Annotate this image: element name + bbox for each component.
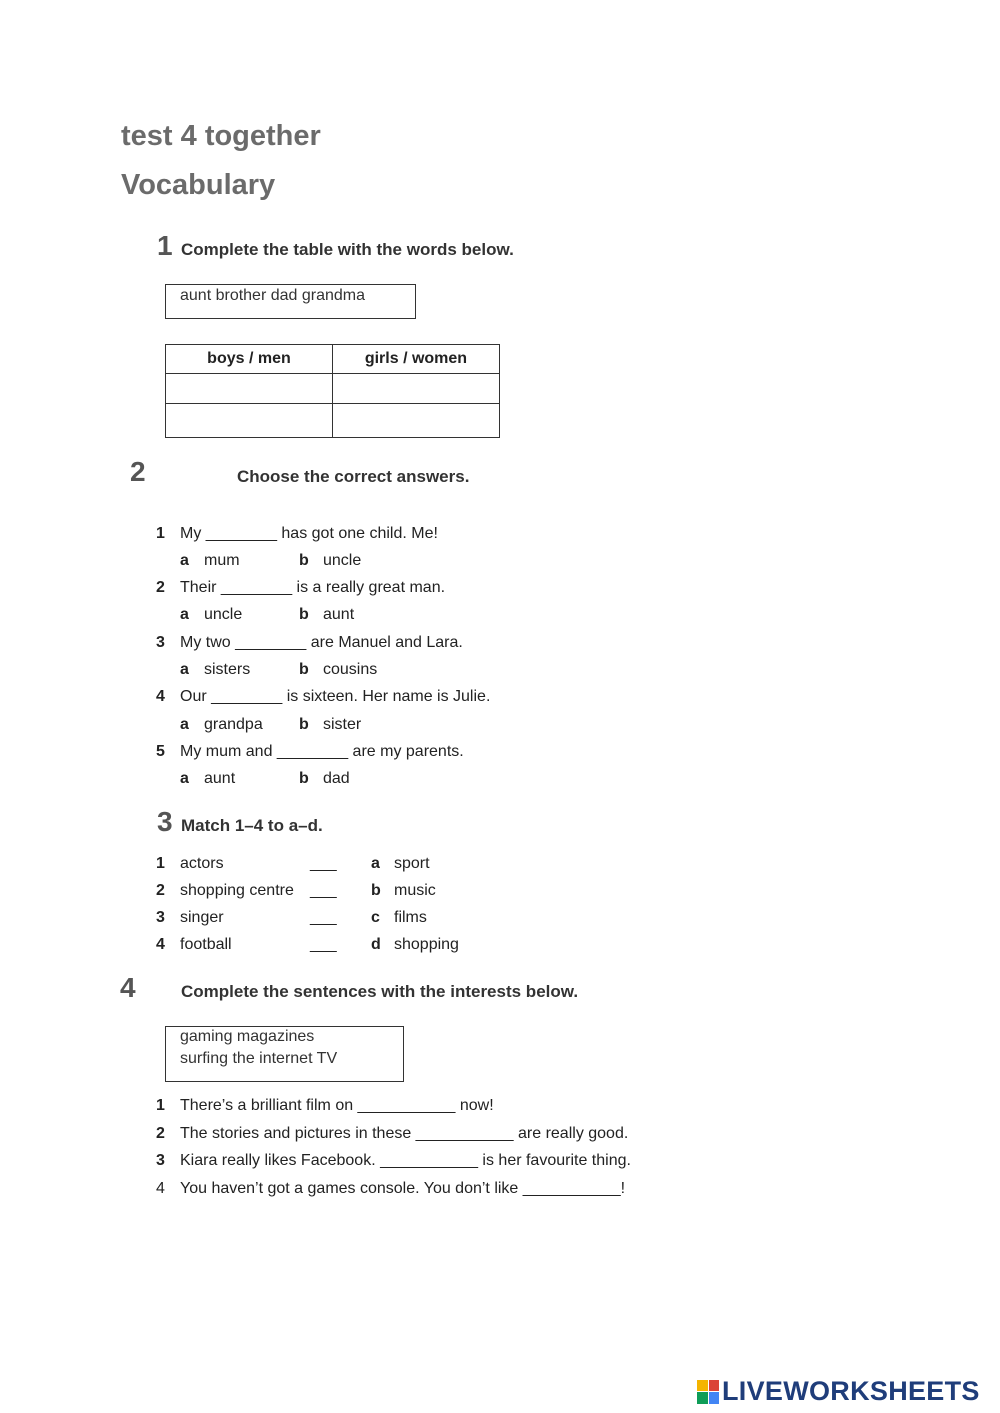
option-a-label: a	[180, 661, 189, 678]
option-a-label: a	[180, 716, 189, 733]
section3-instruction: Match 1–4 to a–d.	[181, 816, 323, 835]
table-header-boys: boys / men	[166, 345, 333, 374]
match-blank[interactable]: ___	[310, 855, 337, 872]
question-number: 2	[156, 579, 165, 596]
logo-text: LIVEWORKSHEETS	[722, 1376, 980, 1406]
question-number: 5	[156, 743, 165, 760]
option-a[interactable]: mum	[204, 552, 240, 569]
option-b[interactable]: uncle	[323, 552, 362, 569]
match-blank[interactable]: ___	[310, 936, 337, 953]
table-cell-boys-2[interactable]	[166, 404, 333, 438]
match-number: 2	[156, 882, 165, 899]
question-number: 4	[156, 688, 165, 705]
match-letter: d	[371, 936, 381, 953]
match-right: sport	[394, 855, 430, 872]
match-number: 3	[156, 909, 165, 926]
section4-number: 4	[120, 972, 136, 1003]
section4-word-list-line1: gaming magazines	[180, 1028, 315, 1045]
table-cell-boys-1[interactable]	[166, 374, 333, 404]
sentence-number: 1	[156, 1097, 165, 1114]
option-b-label: b	[299, 552, 309, 569]
option-b-label: b	[299, 716, 309, 733]
sentence-text[interactable]: Kiara really likes Facebook. ___________ is her favourite thing.	[180, 1152, 631, 1169]
question-text: Our ________ is sixteen. Her name is Julie.	[180, 688, 491, 705]
table-cell-girls-1[interactable]	[332, 374, 499, 404]
option-a-label: a	[180, 606, 189, 623]
sentence-text[interactable]: There’s a brilliant film on ___________ now!	[180, 1097, 494, 1114]
question-text: My two ________ are Manuel and Lara.	[180, 634, 463, 651]
match-left: actors	[180, 855, 224, 872]
option-a[interactable]: grandpa	[204, 716, 263, 733]
option-b[interactable]: sister	[323, 716, 362, 733]
section1-word-box	[165, 284, 416, 319]
question-text: Their ________ is a really great man.	[180, 579, 446, 596]
section1-number: 1	[157, 230, 173, 261]
match-blank[interactable]: ___	[310, 909, 337, 926]
section3-number: 3	[157, 806, 173, 837]
section2-instruction: Choose the correct answers.	[237, 467, 470, 486]
section2-number: 2	[130, 456, 146, 487]
section4-instruction: Complete the sentences with the interests below.	[181, 982, 579, 1001]
option-b[interactable]: cousins	[323, 661, 378, 678]
option-a[interactable]: sisters	[204, 661, 251, 678]
option-a-label: a	[180, 770, 189, 787]
match-blank[interactable]: ___	[310, 882, 337, 899]
match-left: shopping centre	[180, 882, 294, 899]
worksheet-subtitle: Vocabulary	[121, 169, 276, 201]
option-b-label: b	[299, 770, 309, 787]
question-number: 3	[156, 634, 165, 651]
match-letter: b	[371, 882, 381, 899]
option-b-label: b	[299, 606, 309, 623]
sentence-text[interactable]: The stories and pictures in these ___________ are really good.	[180, 1125, 629, 1142]
question-number: 1	[156, 525, 165, 542]
option-a[interactable]: uncle	[204, 606, 243, 623]
sentence-number: 4	[156, 1180, 165, 1197]
option-a-label: a	[180, 552, 189, 569]
section1-word-list: aunt brother dad grandma	[180, 287, 366, 304]
match-right: shopping	[394, 936, 459, 953]
option-b[interactable]: aunt	[323, 606, 355, 623]
question-text: My mum and ________ are my parents.	[180, 743, 464, 760]
match-left: singer	[180, 909, 224, 926]
sentence-number: 3	[156, 1152, 165, 1169]
section1-table	[165, 344, 500, 438]
match-letter: c	[371, 909, 380, 926]
sentence-text[interactable]: You haven’t got a games console. You don’t like ___________!	[180, 1180, 626, 1197]
liveworksheets-logo-icon	[697, 1380, 719, 1404]
table-cell-girls-2[interactable]	[332, 404, 499, 438]
match-number: 4	[156, 936, 165, 953]
match-letter: a	[371, 855, 380, 872]
section4-word-box	[165, 1026, 404, 1082]
option-b-label: b	[299, 661, 309, 678]
section1-instruction: Complete the table with the words below.	[181, 240, 514, 259]
option-b[interactable]: dad	[323, 770, 350, 787]
sentence-number: 2	[156, 1125, 165, 1142]
question-text: My ________ has got one child. Me!	[180, 525, 438, 542]
match-right: music	[394, 882, 436, 899]
table-header-girls: girls / women	[332, 345, 499, 374]
worksheet-title: test 4 together	[121, 120, 321, 152]
liveworksheets-logo[interactable]	[697, 1376, 980, 1407]
option-a[interactable]: aunt	[204, 770, 236, 787]
match-right: films	[394, 909, 427, 926]
match-left: football	[180, 936, 232, 953]
match-number: 1	[156, 855, 165, 872]
section4-word-list-line2: surfing the internet TV	[180, 1050, 338, 1067]
